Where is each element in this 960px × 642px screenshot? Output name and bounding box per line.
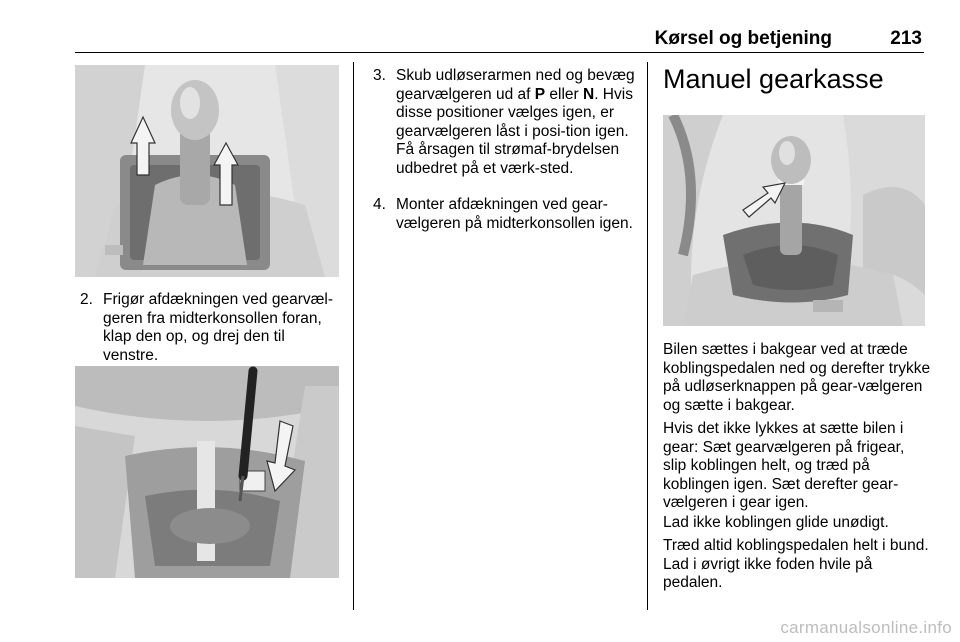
step-text-part: Skub udløserarmen ned og bevæg gearvælgeren ud af bbox=[396, 67, 635, 103]
page-header bbox=[75, 26, 924, 53]
paragraph-reverse-gear: Bilen sættes i bakgear ved at træde koblingspedalen ned og derefter trykke på udløserknappen på gear-vælgeren og sætte i bakgear. bbox=[663, 341, 931, 414]
step-number: 2. bbox=[80, 291, 93, 308]
cover-removal-illustration bbox=[75, 366, 339, 578]
step-text: Monter afdækningen ved gear-vælgeren på midterkonsollen igen. bbox=[396, 196, 633, 232]
column-divider-left bbox=[353, 62, 354, 610]
step-number: 4. bbox=[373, 196, 386, 213]
gear-selector-illustration bbox=[75, 65, 339, 277]
watermark: carmanualsonline.info bbox=[780, 618, 952, 637]
paragraph-gear-fail: Hvis det ikke lykkes at sætte bilen i gear: Sæt gearvælgeren på frigear, slip koblingen helt, og træd på koblingen igen. Sæt derefter gear-vælgeren i gear igen. bbox=[663, 420, 905, 511]
page-number: 213 bbox=[890, 28, 922, 49]
step-text bbox=[396, 67, 638, 178]
manual-gearbox-illustration bbox=[663, 115, 925, 326]
manual-gearbox-drawing bbox=[663, 115, 925, 326]
gear-selector-drawing bbox=[75, 65, 339, 277]
step-text-part: . Hvis disse positioner vælges igen, er gearvælgeren låst i posi-tion igen. Få årsagen til strømaf-brydelsen udbedret på et værk-sted. bbox=[396, 85, 633, 177]
gear-position-n: N bbox=[582, 85, 595, 103]
gear-position-p: P bbox=[534, 85, 546, 103]
step-number: 3. bbox=[373, 67, 386, 84]
paragraph-clutch-slip: Lad ikke koblingen glide unødigt. bbox=[663, 514, 889, 531]
step-text: Frigør afdækningen ved gearvæl-geren fra midterkonsollen foran, klap den op, og drej den til venstre. bbox=[103, 291, 334, 364]
paragraph-clutch-pedal: Træd altid koblingspedalen helt i bund. Lad i øvrigt ikke foden hvile på pedalen. bbox=[663, 537, 929, 591]
column-divider-right bbox=[647, 62, 648, 610]
cover-removal-drawing bbox=[75, 366, 339, 578]
section-title: Manuel gearkasse bbox=[663, 64, 884, 94]
header-title: Kørsel og betjening bbox=[654, 28, 832, 49]
step-text-part: eller bbox=[545, 85, 583, 103]
